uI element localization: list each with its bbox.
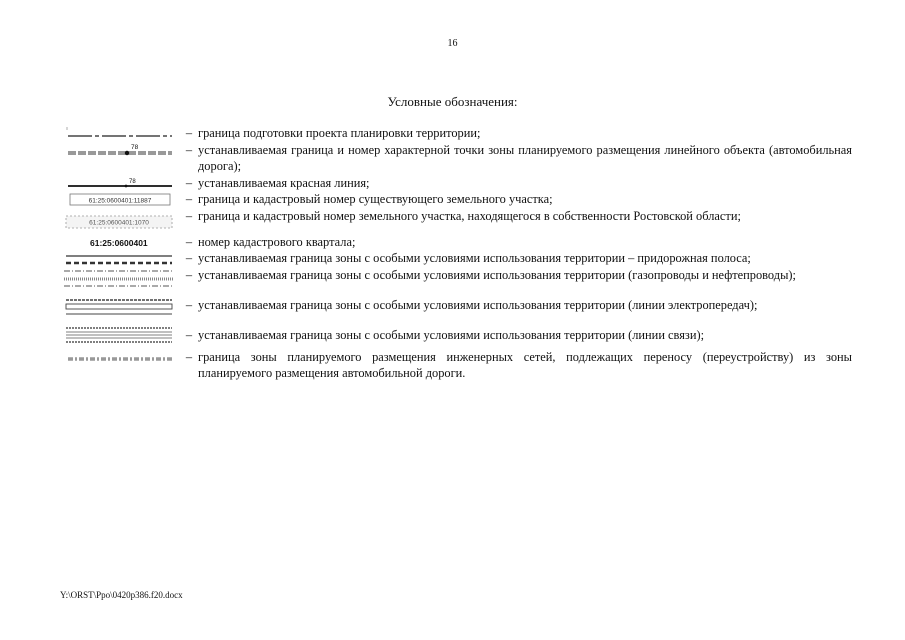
double-line-band-symbol [60, 297, 180, 327]
legend-item-communication-zone [60, 327, 852, 349]
separator: – [185, 267, 193, 282]
legend-label: устанавливаемая граница зоны с особыми условиями использования территории – придорожная полоса; [198, 251, 751, 265]
separator: – [185, 142, 193, 157]
legend-label: устанавливаемая граница зоны с особыми условиями использования территории (линии связи); [198, 327, 705, 342]
separator: – [185, 208, 193, 223]
legend-label: граница зоны планируемого размещения инженерных сетей, подлежащих переносу (переустройству) из зоны планируемого размещения автомобильной дороги. [198, 349, 852, 380]
dash-dot-hatched-band-symbol [60, 267, 180, 297]
legend-item-existing-parcel [60, 191, 852, 208]
legend-item-relocated-networks-zone [60, 349, 852, 382]
separator: – [185, 175, 193, 190]
legend-label: граница и кадастровый номер существующего земельного участка; [198, 192, 553, 206]
legend-item-cadastral-quarter [60, 234, 852, 251]
legend-item-power-line-zone [60, 297, 852, 327]
parcel-cadastral-number: 61:25:0600401:11887 [88, 197, 152, 205]
heavy-dashed-line-symbol [60, 250, 180, 266]
legend-item-planning-boundary [60, 125, 852, 142]
bold-quarter-number-symbol [60, 234, 180, 250]
legend-label: устанавливаемая граница зоны с особыми условиями использования территории (линии электропередач); [198, 297, 758, 312]
legend-item-roadside-zone [60, 250, 852, 267]
legend-label: номер кадастрового квартала; [198, 234, 356, 249]
legend-item-red-line [60, 175, 852, 192]
legend-label: граница подготовки проекта планировки территории; [198, 126, 481, 140]
legend-label: устанавливаемая граница зоны с особыми условиями использования территории (газопроводы и нефтепроводы); [198, 267, 796, 282]
separator: – [185, 251, 193, 265]
grey-dashed-line-with-point-symbol [60, 142, 180, 158]
legend-heading: Условные обозначения: [387, 94, 518, 109]
legend-item-linear-object-boundary [60, 142, 852, 175]
dashed-black-line-symbol [60, 125, 180, 141]
legend-item-pipeline-zone [60, 267, 852, 297]
regional-parcel-cadastral-number: 61:25:0600401:1070 [89, 219, 149, 226]
red-line-number: 78 [129, 178, 136, 185]
page-number: 16 [447, 38, 458, 49]
legend-item-regional-parcel [60, 208, 852, 234]
legend-label: устанавливаемая красная линия; [198, 175, 370, 190]
box-with-cadastral-number-symbol [60, 191, 180, 207]
separator: – [185, 126, 193, 140]
separator: – [185, 192, 193, 206]
point-number: 78 [131, 143, 139, 151]
legend-label: устанавливаемая граница и номер характерной точки зоны планируемого размещения линейного объекта (автомобильная дорога); [198, 142, 852, 173]
grey-dot-dash-line-symbol [60, 349, 180, 365]
multi-line-band-symbol [60, 327, 180, 349]
quarter-number: 61:25:0600401 [90, 237, 148, 248]
legend-label: граница и кадастровый номер земельного участка, находящегося в собственности Ростовской области; [198, 208, 741, 223]
file-path-footer: Y:\ORST\Ppo\0420p386.f20.docx [60, 590, 183, 600]
separator: – [185, 234, 193, 249]
red-line-symbol [60, 175, 180, 191]
separator: – [185, 327, 193, 342]
legend [60, 125, 852, 382]
separator: – [185, 349, 193, 364]
separator: – [185, 297, 193, 312]
dotted-box-with-cadastral-number-symbol [60, 208, 180, 234]
